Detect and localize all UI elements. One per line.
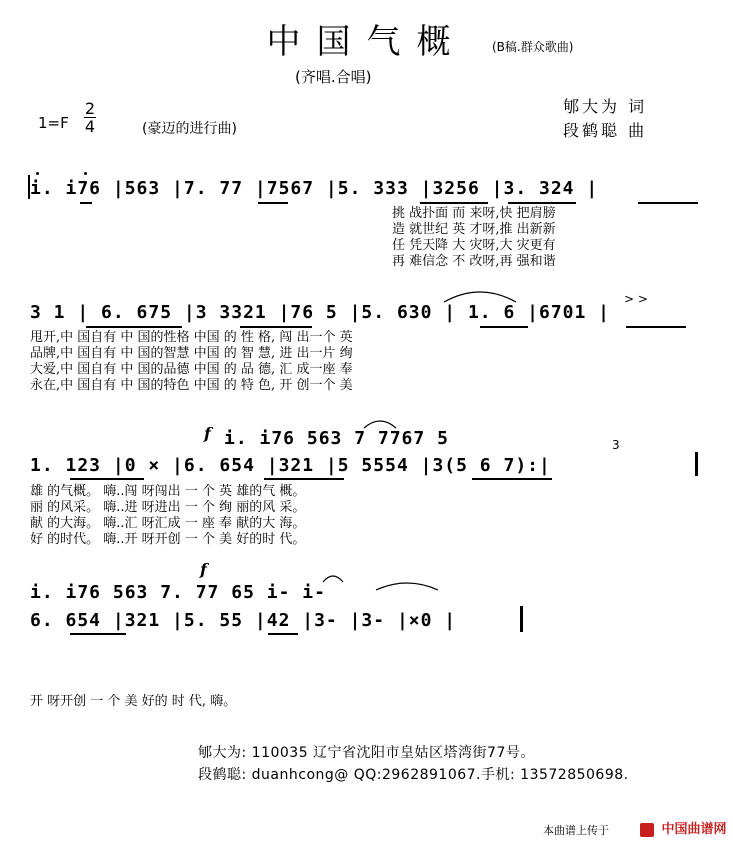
system1-underline [420, 202, 488, 204]
lyric-verse4: 再 难信念 不 改呀,再 强和谐 [392, 254, 556, 269]
site-logo[interactable] [640, 818, 727, 837]
system4-underline [268, 633, 298, 635]
accent-marks: > > [624, 292, 648, 306]
song-subtitle: (B稿.群众歌曲) [492, 40, 574, 54]
system3-lyrics [30, 484, 305, 548]
song-title: 中国气概 [266, 22, 467, 62]
system3-upper-voice: i. i76 563 7 7767 5 [224, 428, 449, 449]
system2-underline [480, 326, 528, 328]
tie-arc [360, 416, 400, 430]
time-signature-bottom: 4 [84, 117, 96, 136]
lyric-verse3: 任 凭天降 大 灾呀,大 灾更有 [392, 238, 556, 253]
lyric-verse4: 好 的时代。 嗨..开 呀开创 一 个 美 好的时 代。 [30, 532, 306, 547]
system1-underline [258, 202, 288, 204]
lyric-verse1: 挑 战扑面 而 来呀,快 把肩膀 [392, 206, 556, 221]
lyric-verse3: 献 的大海。 嗨..汇 呀汇成 一 座 奉 献的大 海。 [30, 516, 306, 531]
time-signature [84, 100, 96, 135]
lyric-verse3: 大爱,中 国自有 中 国的品德 中国 的 品 德, 汇 成一座 奉 [30, 362, 353, 377]
lyric-verse1: 甩开,中 国自有 中 国的性格 中国 的 性 格, 闯 出一个 英 [30, 330, 353, 345]
lyric-verse2: 造 就世纪 英 才呀,推 出新新 [392, 222, 556, 237]
system4-underline [70, 633, 126, 635]
system1-underline [508, 202, 576, 204]
system2-notation: 3 1 | 6. 675 |3 3321 |76 5 |5. 630 | 1. 6 |6701 | [30, 302, 611, 323]
system2-underline [626, 326, 686, 328]
system2-underline [86, 326, 182, 328]
system1-start-bar [28, 175, 30, 199]
triplet-marker: 3 [612, 438, 620, 452]
system1-underline [80, 202, 92, 204]
tie-arc [320, 570, 346, 584]
high-octave-dot [36, 172, 39, 175]
system4-lower-voice: 6. 654 |321 |5. 55 |42 |3- |3- |×0 | [30, 610, 457, 631]
system2-lyrics [30, 330, 353, 394]
upload-note: 本曲谱上传于 [543, 824, 609, 837]
tie-arc [440, 286, 520, 304]
system3-underline [264, 478, 344, 480]
system4-lyric: 开 呀开创 一 个 美 好的 时 代, 嗨。 [30, 694, 237, 709]
system3-underline [70, 478, 144, 480]
system1-notation: i. i76 |563 |7. 77 |7567 |5. 333 |3256 |3. 324 | [30, 178, 599, 199]
final-bar [520, 606, 523, 632]
logo-mark-icon [640, 823, 654, 837]
contact-composer: 段鹤聪: duanhcong@ QQ:2962891067.手机: 13572850698. [198, 767, 629, 783]
system2-underline [240, 326, 312, 328]
performance-type: (齐唱.合唱) [295, 68, 372, 86]
tempo-marking: (豪迈的进行曲) [142, 121, 237, 137]
site-name: 中国曲谱网 [661, 822, 727, 837]
lyric-verse2: 品牌,中 国自有 中 国的智慧 中国 的 智 慧, 进 出一片 绚 [30, 346, 353, 361]
system3-lower-voice: 1. 123 |0 × |6. 654 |321 |5 5554 |3(5 6 7):| [30, 455, 551, 476]
system3-underline [472, 478, 552, 480]
time-signature-top: 2 [84, 99, 96, 118]
contact-lyricist: 郇大为: 110035 辽宁省沈阳市皇姑区塔湾街77号。 [198, 745, 535, 761]
high-octave-dot [84, 172, 87, 175]
dynamic-forte: f [204, 424, 211, 443]
lyric-verse4: 永在,中 国自有 中 国的特色 中国 的 特 色, 开 创一个 美 [30, 378, 353, 393]
lyric-verse1: 雄 的气概。 嗨..闯 呀闯出 一 个 英 雄的气 概。 [30, 484, 306, 499]
repeat-end-bar [695, 452, 698, 476]
system1-lyrics [392, 206, 556, 270]
composer-credit: 段鹤聪 曲 [563, 121, 648, 140]
system1-underline [638, 202, 698, 204]
lyric-verse2: 丽 的风采。 嗨..进 呀进出 一 个 绚 丽的风 采。 [30, 500, 306, 515]
dynamic-forte: f [200, 560, 207, 579]
system4-upper-voice: i. i76 563 7. 77 65 i- i- [30, 582, 326, 603]
tie-arc [372, 578, 442, 592]
lyricist-credit: 郇大为 词 [563, 97, 648, 116]
key-signature: 1=F [38, 114, 69, 132]
